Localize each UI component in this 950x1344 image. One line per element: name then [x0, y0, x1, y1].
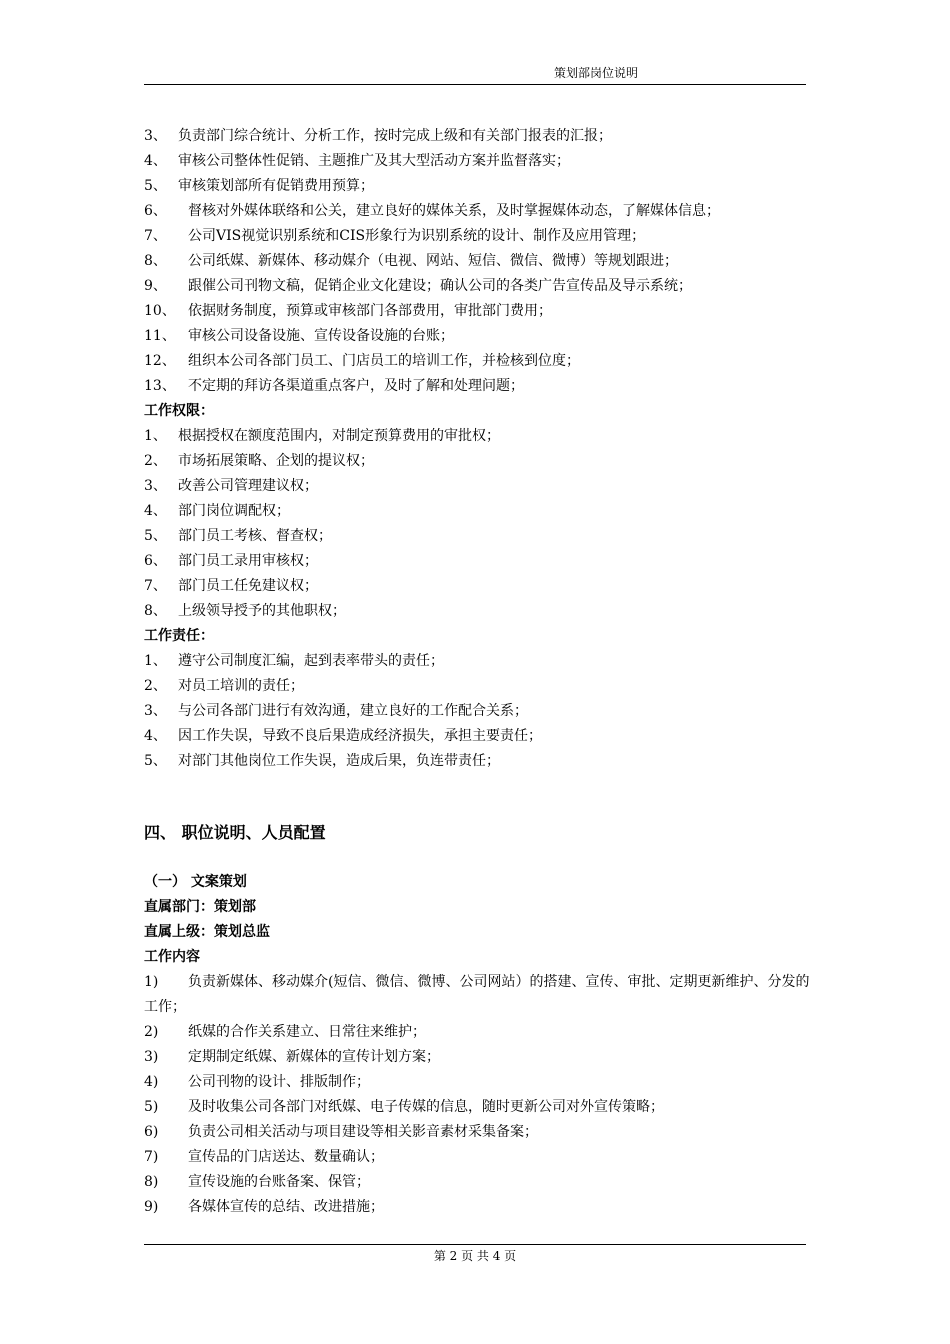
- list-item: 6) 负责公司相关活动与项目建设等相关影音素材采集备案；: [144, 1124, 538, 1140]
- list-item: 4、 因工作失误，导致不良后果造成经济损失，承担主要责任；: [144, 728, 542, 744]
- page-header: [144, 64, 806, 85]
- list-item: 7、 公司VIS视觉识别系统和CIS形象行为识别系统的设计、制作及应用管理；: [144, 228, 646, 244]
- list-item: 8、 公司纸媒、新媒体、移动媒介（电视、网站、短信、微信、微博）等规划跟进；: [144, 253, 678, 269]
- list-item: 8、 上级领导授予的其他职权；: [144, 603, 346, 619]
- list-item: 6、 督核对外媒体联络和公关，建立良好的媒体关系，及时掌握媒体动态，了解媒体信息；: [144, 203, 720, 219]
- superior-label: 直属上级：策划总监: [144, 924, 270, 940]
- list-item: 5、 对部门其他岗位工作失误，造成后果，负连带责任；: [144, 753, 500, 769]
- list-item: 3、 与公司各部门进行有效沟通，建立良好的工作配合关系；: [144, 703, 528, 719]
- list-item: 4、 部门岗位调配权；: [144, 503, 290, 519]
- list-item: 3) 定期制定纸媒、新媒体的宣传计划方案；: [144, 1049, 440, 1065]
- list-item: 4) 公司刊物的设计、排版制作；: [144, 1074, 370, 1090]
- list-item: 13、 不定期的拜访各渠道重点客户，及时了解和处理问题；: [144, 378, 524, 394]
- responsibility-heading: 工作责任：: [144, 628, 214, 644]
- list-item: 7) 宣传品的门店送达、数量确认；: [144, 1149, 384, 1165]
- duties-list: [144, 124, 812, 399]
- list-item: 7、 部门员工任免建议权；: [144, 578, 318, 594]
- list-item: 3、 负责部门综合统计、分析工作，按时完成上级和有关部门报表的汇报；: [144, 128, 612, 144]
- list-item: 9、 跟催公司刊物文稿，促销企业文化建设；确认公司的各类广告宣传品及导示系统；: [144, 278, 692, 294]
- responsibility-list: [144, 649, 812, 774]
- work-content-list: [144, 970, 812, 1220]
- list-item: 5、 审核策划部所有促销费用预算；: [144, 178, 374, 194]
- list-item: 4、 审核公司整体性促销、主题推广及其大型活动方案并监督落实；: [144, 153, 570, 169]
- list-item: 11、 审核公司设备设施、宣传设备设施的台账；: [144, 328, 454, 344]
- list-item: 2、 市场拓展策略、企划的提议权；: [144, 453, 374, 469]
- list-item: 10、 依据财务制度，预算或审核部门各部费用，审批部门费用；: [144, 303, 552, 319]
- section-title: 四、 职位说明、人员配置: [144, 823, 326, 842]
- department-label: 直属部门：策划部: [144, 899, 256, 915]
- list-item: 6、 部门员工录用审核权；: [144, 553, 318, 569]
- list-item: 2、 对员工培训的责任；: [144, 678, 304, 694]
- list-item: 1) 负责新媒体、移动媒介(短信、微信、微博、公司网站）的搭建、宣传、审批、定期更新维护、分发的工作；: [144, 974, 810, 1015]
- list-item: 1、 遵守公司制度汇编，起到表率带头的责任；: [144, 653, 444, 669]
- authority-list: [144, 424, 812, 624]
- list-item: 2) 纸媒的合作关系建立、日常往来维护；: [144, 1024, 426, 1040]
- list-item: 8) 宣传设施的台账备案、保管；: [144, 1174, 370, 1190]
- list-item: 9) 各媒体宣传的总结、改进措施；: [144, 1199, 384, 1215]
- header-title: 策划部岗位说明: [554, 66, 639, 80]
- page-number: 第 2 页 共 4 页: [433, 1249, 517, 1263]
- list-item: 1、 根据授权在额度范围内，对制定预算费用的审批权；: [144, 428, 500, 444]
- work-content-heading: 工作内容: [144, 949, 200, 965]
- authority-heading: 工作权限：: [144, 403, 214, 419]
- list-item: 12、 组织本公司各部门员工、门店员工的培训工作，并检核到位度；: [144, 353, 580, 369]
- list-item: 5) 及时收集公司各部门对纸媒、电子传媒的信息，随时更新公司对外宣传策略；: [144, 1099, 664, 1115]
- subsection-title: （一） 文案策划: [144, 874, 247, 890]
- page-footer: [144, 1244, 806, 1263]
- list-item: 5、 部门员工考核、督查权；: [144, 528, 332, 544]
- document-body: [144, 124, 812, 1220]
- list-item: 3、 改善公司管理建议权；: [144, 478, 318, 494]
